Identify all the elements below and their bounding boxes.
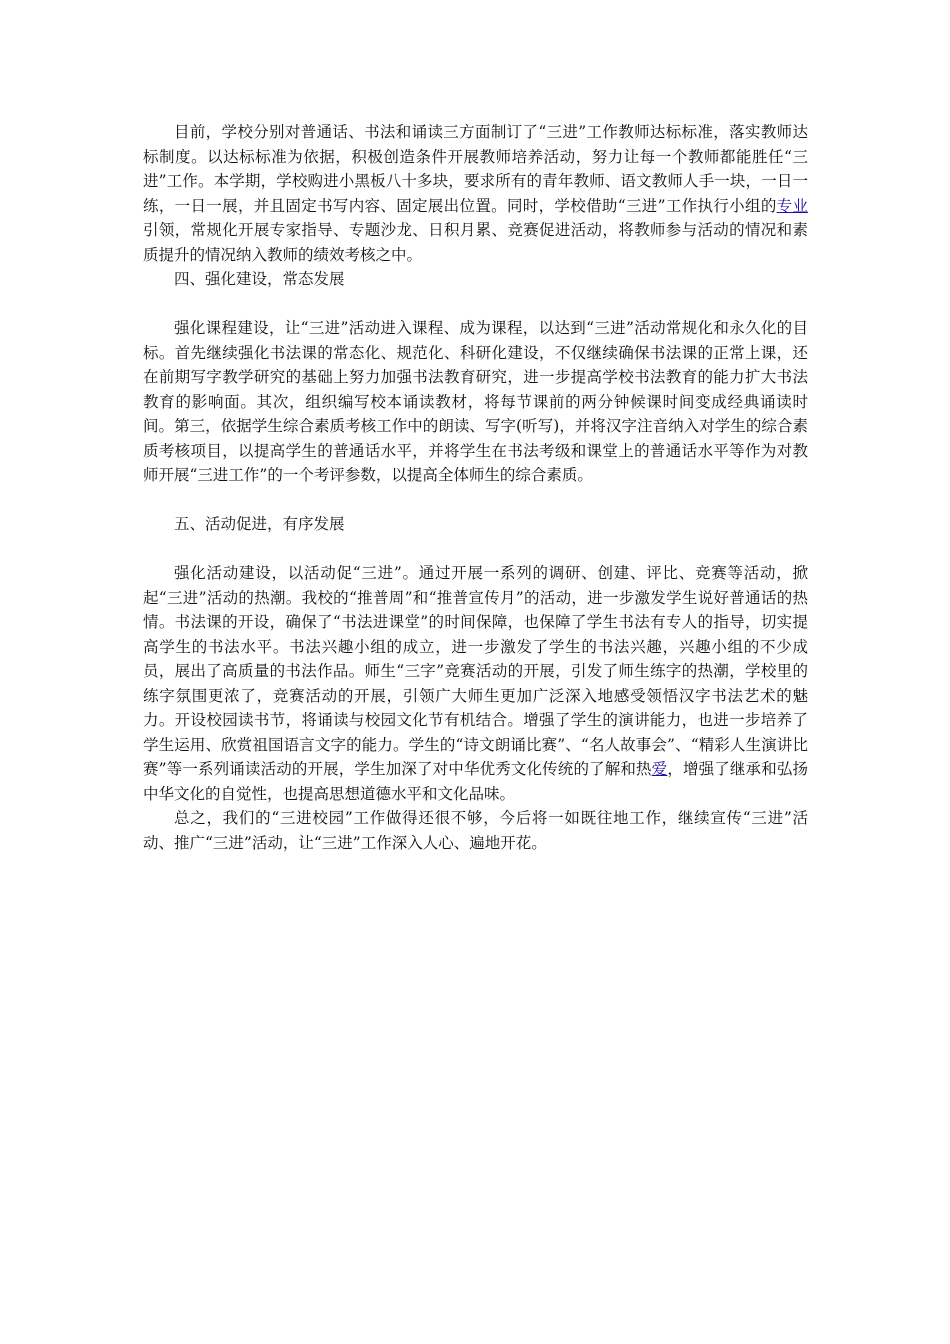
paragraph-activities [143, 561, 808, 806]
section-heading-4: 四、强化建设，常态发展 [174, 270, 345, 288]
paragraph-teacher-standards [143, 120, 808, 267]
section-heading-5: 五、活动促进，有序发展 [174, 515, 345, 533]
blank-line [143, 488, 808, 513]
link-love[interactable]: 爱 [651, 760, 668, 778]
paragraph-conclusion: 总之，我们的“三进校园”工作做得还很不够，今后将一如既往地工作，继续宣传“三进”活动、推广“三进”活动，让“三进”工作深入人心、遍地开花。 [143, 809, 808, 852]
paragraph-curriculum: 强化课程建设，让“三进”活动进入课程、成为课程，以达到“三进”活动常规化和永久化的目标。首先继续强化书法课的常态化、规范化、科研化建设，不仅继续确保书法课的正常上课，还在前期写字教学研究的基础上努力加强书法教育研究，进一步提高学校书法教育的能力扩大书法教育的影响面。其次，组织编写校本诵读教材，将每节课前的两分钟候课时间变成经典诵读时间。第三，依据学生综合素质考核工作中的朗读、写字(听写)，并将汉字注音纳入对学生的综合素质考核项目，以提高学生的普通话水平，并将学生在书法考级和课堂上的普通话水平等作为对教师开展“三进工作”的一个考评参数，以提高全体师生的综合素质。 [143, 319, 808, 484]
blank-line [143, 292, 808, 317]
paragraph-text: 引领，常规化开展专家指导、专题沙龙、日积月累、竞赛促进活动，将教师参与活动的情况和素质提升的情况纳入教师的绩效考核之中。 [143, 221, 808, 264]
blank-line [143, 537, 808, 562]
paragraph-text: 强化活动建设，以活动促“三进”。通过开展一系列的调研、创建、评比、竞赛等活动，掀起“三进”活动的热潮。我校的“推普周”和“推普宣传月”的活动，进一步激发学生说好普通话的热情。书法课的开设，确保了“书法进课堂”的时间保障，也保障了学生书法有专人的指导，切实提高学生的书法水平。书法兴趣小组的成立，进一步激发了学生的书法兴趣，兴趣小组的不少成员，展出了高质量的书法作品。师生“三字”竞赛活动的开展，引发了师生练字的热潮，学校里的练字氛围更浓了，竞赛活动的开展，引领广大师生更加广泛深入地感受领悟汉字书法艺术的魅力。开设校园读书节，将诵读与校园文化节有机结合。增强了学生的演讲能力，也进一步培养了学生运用、欣赏祖国语言文字的能力。学生的“诗文朗诵比赛”、“名人故事会”、“精彩人生演讲比赛”等一系列诵读活动的开展，学生加深了对中华优秀文化传统的了解和热 [143, 564, 808, 778]
paragraph-text: 目前，学校分别对普通话、书法和诵读三方面制订了“三进”工作教师达标标准，落实教师达标制度。以达标标准为依据，积极创造条件开展教师培养活动，努力让每一个教师都能胜任“三进”工作。本学期，学校购进小黑板八十多块，要求所有的青年教师、语文教师人手一块，一日一练，一日一展，并且固定书写内容、固定展出位置。同时，学校借助“三进”工作执行小组的 [143, 123, 808, 215]
link-professional[interactable]: 专业 [776, 196, 808, 215]
paragraph-text: ，增强了继承和弘扬中华文化的自觉性，也提高思想道德水平和文化品味。 [143, 760, 808, 803]
document-body [143, 120, 808, 855]
